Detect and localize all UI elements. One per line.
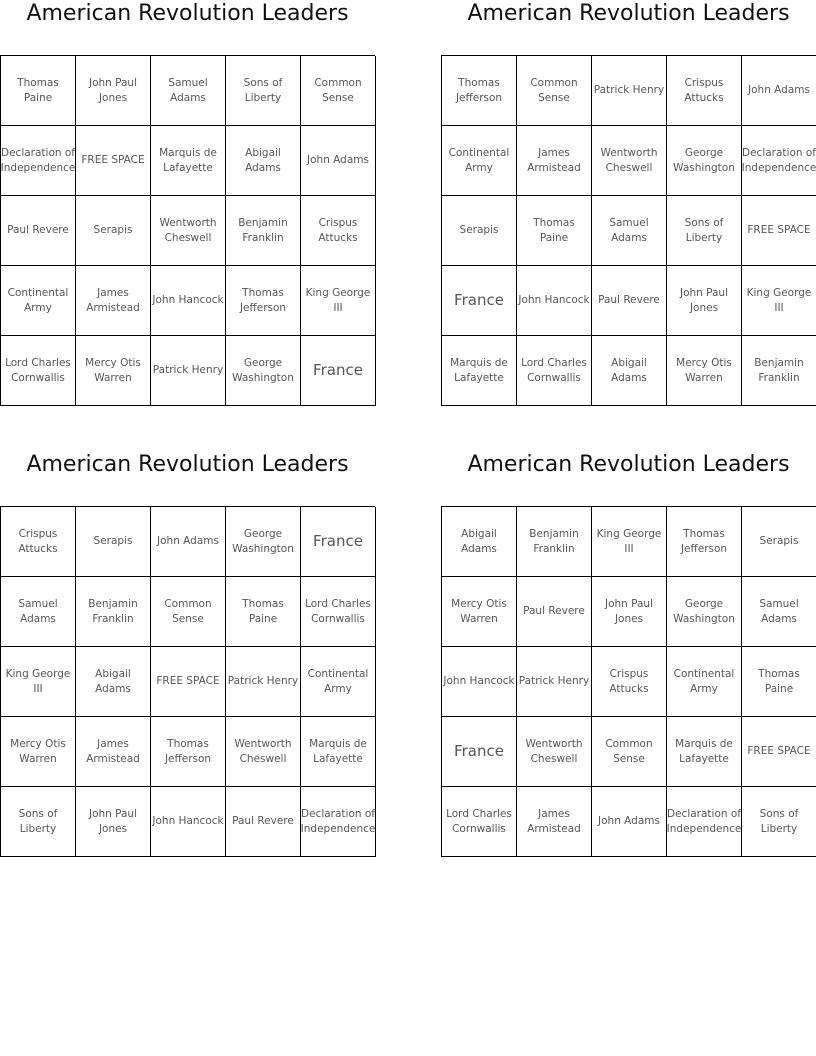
- bingo-cell: George Washington: [667, 126, 742, 196]
- bingo-cell: Mercy Otis Warren: [76, 336, 151, 406]
- bingo-cell: France: [442, 717, 517, 787]
- bingo-cell: Patrick Henry: [151, 336, 226, 406]
- bingo-cell: Declaration of Independence: [667, 787, 742, 857]
- bingo-grid: [441, 506, 816, 857]
- bingo-cell: France: [301, 507, 376, 577]
- bingo-cell: John Hancock: [151, 787, 226, 857]
- bingo-cell: Benjamin Franklin: [76, 577, 151, 647]
- bingo-cell: Crispus Attucks: [592, 647, 667, 717]
- bingo-cell: Thomas Paine: [742, 647, 816, 717]
- bingo-cell: John Adams: [742, 56, 816, 126]
- bingo-cell: Benjamin Franklin: [226, 196, 301, 266]
- bingo-cell: Wentworth Cheswell: [151, 196, 226, 266]
- bingo-cell: King George III: [742, 266, 816, 336]
- bingo-cell: Patrick Henry: [517, 647, 592, 717]
- bingo-cell: John Adams: [151, 507, 226, 577]
- bingo-cell: Common Sense: [592, 717, 667, 787]
- bingo-cell: George Washington: [226, 507, 301, 577]
- bingo-cell: Abigail Adams: [592, 336, 667, 406]
- bingo-cell: Continental Army: [1, 266, 76, 336]
- bingo-cell: Continental Army: [442, 126, 517, 196]
- bingo-cell: Sons of Liberty: [226, 56, 301, 126]
- bingo-cell: Continental Army: [301, 647, 376, 717]
- bingo-cell: Samuel Adams: [742, 577, 816, 647]
- bingo-cell: Crispus Attucks: [667, 56, 742, 126]
- bingo-card-2: [441, 0, 816, 384]
- bingo-cell: Abigail Adams: [442, 507, 517, 577]
- bingo-cell: France: [301, 336, 376, 406]
- bingo-cell: King George III: [592, 507, 667, 577]
- bingo-cell: Mercy Otis Warren: [442, 577, 517, 647]
- bingo-cell: Paul Revere: [226, 787, 301, 857]
- bingo-cell: Paul Revere: [592, 266, 667, 336]
- bingo-card-4: [441, 451, 816, 835]
- bingo-cell: James Armistead: [76, 717, 151, 787]
- bingo-cell: King George III: [1, 647, 76, 717]
- bingo-cell: Patrick Henry: [592, 56, 667, 126]
- bingo-cell: Samuel Adams: [151, 56, 226, 126]
- bingo-cell: Sons of Liberty: [1, 787, 76, 857]
- bingo-cell: John Paul Jones: [76, 56, 151, 126]
- bingo-cell-free-space: FREE SPACE: [742, 717, 816, 787]
- bingo-cell: Mercy Otis Warren: [667, 336, 742, 406]
- bingo-cell: Thomas Jefferson: [667, 507, 742, 577]
- bingo-card-1: [0, 0, 375, 384]
- bingo-cell: Lord Charles Cornwallis: [301, 577, 376, 647]
- bingo-cell: George Washington: [226, 336, 301, 406]
- bingo-cell: James Armistead: [517, 787, 592, 857]
- bingo-cell-free-space: FREE SPACE: [76, 126, 151, 196]
- bingo-grid: [0, 506, 375, 857]
- bingo-cell: France: [442, 266, 517, 336]
- bingo-cell: Continental Army: [667, 647, 742, 717]
- bingo-cell: George Washington: [667, 577, 742, 647]
- bingo-cell: Declaration of Independence: [1, 126, 76, 196]
- bingo-cell: Samuel Adams: [592, 196, 667, 266]
- bingo-cell: Marquis de Lafayette: [442, 336, 517, 406]
- bingo-cell: King George III: [301, 266, 376, 336]
- bingo-cell: Thomas Jefferson: [226, 266, 301, 336]
- bingo-cell: James Armistead: [76, 266, 151, 336]
- bingo-cell: Lord Charles Cornwallis: [517, 336, 592, 406]
- bingo-cell: Mercy Otis Warren: [1, 717, 76, 787]
- bingo-cell: Common Sense: [151, 577, 226, 647]
- bingo-cell: Thomas Jefferson: [442, 56, 517, 126]
- bingo-cell: Thomas Paine: [517, 196, 592, 266]
- bingo-cell: Abigail Adams: [76, 647, 151, 717]
- bingo-cell: James Armistead: [517, 126, 592, 196]
- bingo-cell-free-space: FREE SPACE: [151, 647, 226, 717]
- bingo-cell: Marquis de Lafayette: [301, 717, 376, 787]
- bingo-cell: John Hancock: [442, 647, 517, 717]
- bingo-cell: Sons of Liberty: [742, 787, 816, 857]
- bingo-cell: Serapis: [742, 507, 816, 577]
- bingo-cell: Paul Revere: [1, 196, 76, 266]
- bingo-cell: Serapis: [76, 196, 151, 266]
- bingo-cell: John Paul Jones: [592, 577, 667, 647]
- bingo-cell: Thomas Jefferson: [151, 717, 226, 787]
- bingo-cell-free-space: FREE SPACE: [742, 196, 816, 266]
- bingo-card-3: [0, 451, 376, 835]
- bingo-cell: John Hancock: [151, 266, 226, 336]
- card-title: American Revolution Leaders: [26, 1, 349, 26]
- bingo-cell: John Adams: [301, 126, 376, 196]
- card-title: American Revolution Leaders: [26, 452, 349, 477]
- bingo-cell: Thomas Paine: [226, 577, 301, 647]
- bingo-cell: Wentworth Cheswell: [517, 717, 592, 787]
- bingo-cell: Crispus Attucks: [1, 507, 76, 577]
- bingo-cell: Serapis: [76, 507, 151, 577]
- bingo-cell: Samuel Adams: [1, 577, 76, 647]
- bingo-cell: John Paul Jones: [76, 787, 151, 857]
- bingo-cell: Declaration of Independence: [301, 787, 376, 857]
- bingo-cell: Benjamin Franklin: [742, 336, 816, 406]
- bingo-cell: Wentworth Cheswell: [592, 126, 667, 196]
- bingo-grid: [0, 55, 375, 406]
- bingo-cell: Serapis: [442, 196, 517, 266]
- bingo-cell: Lord Charles Cornwallis: [1, 336, 76, 406]
- bingo-cell: Thomas Paine: [1, 56, 76, 126]
- bingo-cell: Patrick Henry: [226, 647, 301, 717]
- bingo-cell: Lord Charles Cornwallis: [442, 787, 517, 857]
- bingo-cell: Sons of Liberty: [667, 196, 742, 266]
- bingo-cell: Marquis de Lafayette: [667, 717, 742, 787]
- bingo-cell: Common Sense: [301, 56, 376, 126]
- bingo-cell: Wentworth Cheswell: [226, 717, 301, 787]
- bingo-cell: Declaration of Independence: [742, 126, 816, 196]
- bingo-cell: Abigail Adams: [226, 126, 301, 196]
- bingo-cell: Common Sense: [517, 56, 592, 126]
- card-title: American Revolution Leaders: [467, 1, 790, 26]
- bingo-cell: Marquis de Lafayette: [151, 126, 226, 196]
- bingo-cell: Paul Revere: [517, 577, 592, 647]
- bingo-grid: [441, 55, 816, 406]
- bingo-cell: Benjamin Franklin: [517, 507, 592, 577]
- bingo-cell: John Paul Jones: [667, 266, 742, 336]
- bingo-cell: Crispus Attucks: [301, 196, 376, 266]
- bingo-cell: John Adams: [592, 787, 667, 857]
- card-title: American Revolution Leaders: [467, 452, 790, 477]
- bingo-cell: John Hancock: [517, 266, 592, 336]
